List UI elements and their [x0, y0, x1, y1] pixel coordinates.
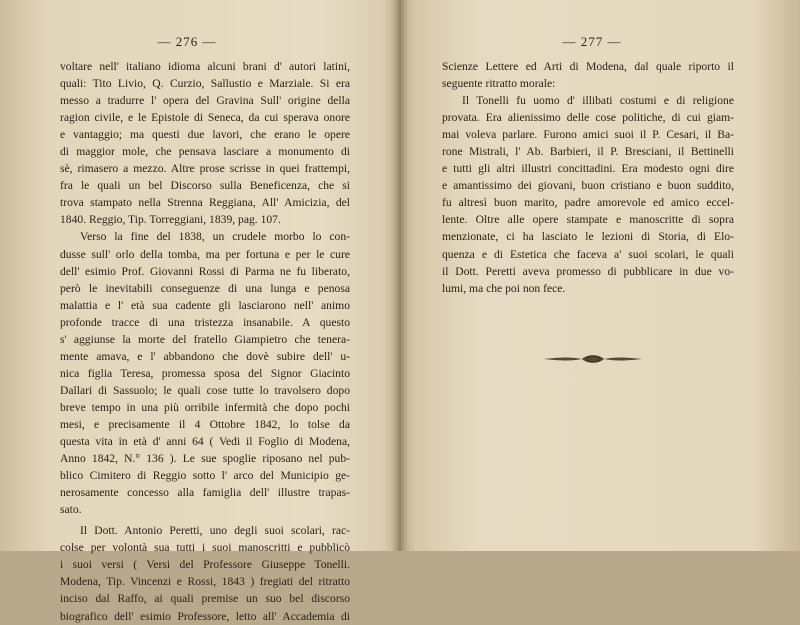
left-page-text-line: trova stampato nella Strenna Reggiana, All' Amicizia, del — [60, 196, 350, 210]
right-page-text-line: menzionate, ci ha lasciato le lezioni di Storia, di Elo- — [442, 230, 734, 244]
left-page-text-line: colse per volontà sua tutti i suoi manoscritti e pubblicò — [60, 541, 350, 555]
left-page-text-line: questa vita in età d' anni 64 ( Vedi il Foglio di Modena, — [60, 435, 350, 449]
left-page-text-line: Modena, Tip. Vincenzi e Rossi, 1843 ) fregiati del ritratto — [60, 575, 350, 589]
left-page-text-line: di maggior mole, che pensava lasciare a monumento di — [60, 145, 350, 159]
left-page-text-line: Anno 1842, N.° 136 ). Le sue spoglie riposano nel pub- — [60, 452, 350, 466]
left-page-text-line: blico Cimitero di Reggio sotto l' arco del Municipio ge- — [60, 469, 350, 483]
left-page — [0, 0, 398, 623]
right-page-text-line: provata. Era alienissimo delle cose politiche, di cui giam- — [442, 111, 734, 125]
right-page-text-line: Scienze Lettere ed Arti di Modena, dal quale riporto il — [442, 60, 734, 73]
left-page-text-line: mente amava, e l' abbandono che dovè subire dell' u- — [60, 349, 350, 363]
right-page-text-line: seguente ritratto morale: — [442, 77, 556, 91]
left-page-text-line: Il Dott. Antonio Peretti, uno degli suoi scolari, rac- — [80, 524, 350, 538]
right-page-text-line: e amantissimo dei giovani, buon cristiano e buon suddito, — [442, 179, 734, 193]
left-page-text-line: sato. — [60, 503, 82, 517]
page-number-left: — 276 — — [157, 34, 217, 49]
right-page-text — [442, 58, 734, 297]
left-page-text-line: dusse sull' orlo della tomba, ma per fortuna e per le cure — [60, 247, 350, 261]
left-page-text-line: breve tempo in una più orribile infermità che dopo pochi — [60, 400, 350, 414]
right-page-text-line: lumi, ma che poi non fece. — [442, 281, 566, 295]
left-page-text — [60, 58, 350, 625]
left-page-text-line: Verso la fine del 1838, un crudele morbo lo con- — [80, 230, 350, 244]
left-page-text-line: profonde tracce di una tristezza insanabile. A questo — [60, 315, 350, 329]
right-page-text-line: lente. Oltre alle opere stampate e manoscritte di sopra — [442, 213, 734, 227]
left-page-text-line: fra le quali un bel Discorso sulla Beneficenza, che si — [60, 179, 350, 193]
right-page-text-line: rone Mistrali, l' Ab. Barbieri, il P. Bresciani, il Bettinelli — [442, 145, 734, 159]
left-page-text-line: però le inevitabili conseguenze di una lunga e penosa — [60, 281, 350, 295]
left-page-text-line: dell' esimio Prof. Giovanni Rossi di Parma ne fu liberato, — [60, 264, 350, 278]
left-page-text-line: s' aggiunse la morte del fratello Giampietro che tenera- — [60, 332, 350, 346]
left-page-text-line: nica figlia Teresa, promessa sposa del Signor Giacinto — [60, 366, 350, 380]
left-page-text-line: 1840. Reggio, Tip. Torreggiani, 1839, pag. 107. — [60, 213, 281, 227]
left-page-text-line: messo a tradurre l' opera del Gravina Sull' origine della — [60, 94, 350, 108]
right-page-text-line: fu altresì buon marito, padre amorevole ed amico eccel- — [442, 196, 734, 210]
right-page — [402, 0, 800, 551]
left-page-text-line: ragion civile, e le Epistole di Seneca, da cui sperava onore — [60, 111, 350, 125]
left-page-text-line: nerosamente concesso alla famiglia dell' illustre trapas- — [60, 486, 350, 500]
left-page-text-line: voltare nell' italiano idioma alcuni brani d' autori latini, — [60, 60, 350, 73]
left-page-text-line: i suoi versi ( Versi del Professore Giuseppe Tonelli. — [60, 558, 350, 572]
page-number-right: — 277 — — [562, 34, 622, 49]
ornament-divider-icon — [542, 352, 644, 366]
left-page-text-line: Dallari di Sassuolo; le quali cose tutte lo travolsero dopo — [60, 383, 350, 397]
left-page-text-line: quali: Tito Livio, Q. Curzio, Sallustio e Marziale. Si era — [60, 77, 350, 91]
right-page-text-line: e tutti gli altri illustri concittadini. Era modesto ogni dire — [442, 162, 734, 176]
left-page-text-line: sè, rimasero a mezzo. Altre prose scrisse in quei frattempi, — [60, 162, 350, 176]
left-page-text-line: e vantaggio; ma questi due lavori, che erano le opere — [60, 128, 350, 142]
left-page-text-line: inciso dal Raffo, ai quali premise un suo bel discorso — [60, 592, 350, 606]
left-page-text-line: malattia e l' età sua cadente gli lasciarono nell' animo — [60, 298, 350, 312]
left-page-text-line: mesi, e precisamente il 4 Ottobre 1842, lo tolse da — [60, 417, 350, 431]
right-page-text-line: il Dott. Peretti aveva promesso di pubblicare in due vo- — [442, 264, 734, 278]
right-page-text-line: quenza e di Estetica che faceva a' suoi scolari, le quali — [442, 247, 734, 261]
right-page-text-line: Il Tonelli fu uomo d' illibati costumi e di religione — [462, 94, 734, 108]
right-page-text-line: mai voleva parlare. Furono amici suoi il P. Cesari, il Ba- — [442, 128, 734, 142]
left-page-text-line: biografico dell' esimio Professore, letto all' Accademia di — [60, 609, 350, 623]
